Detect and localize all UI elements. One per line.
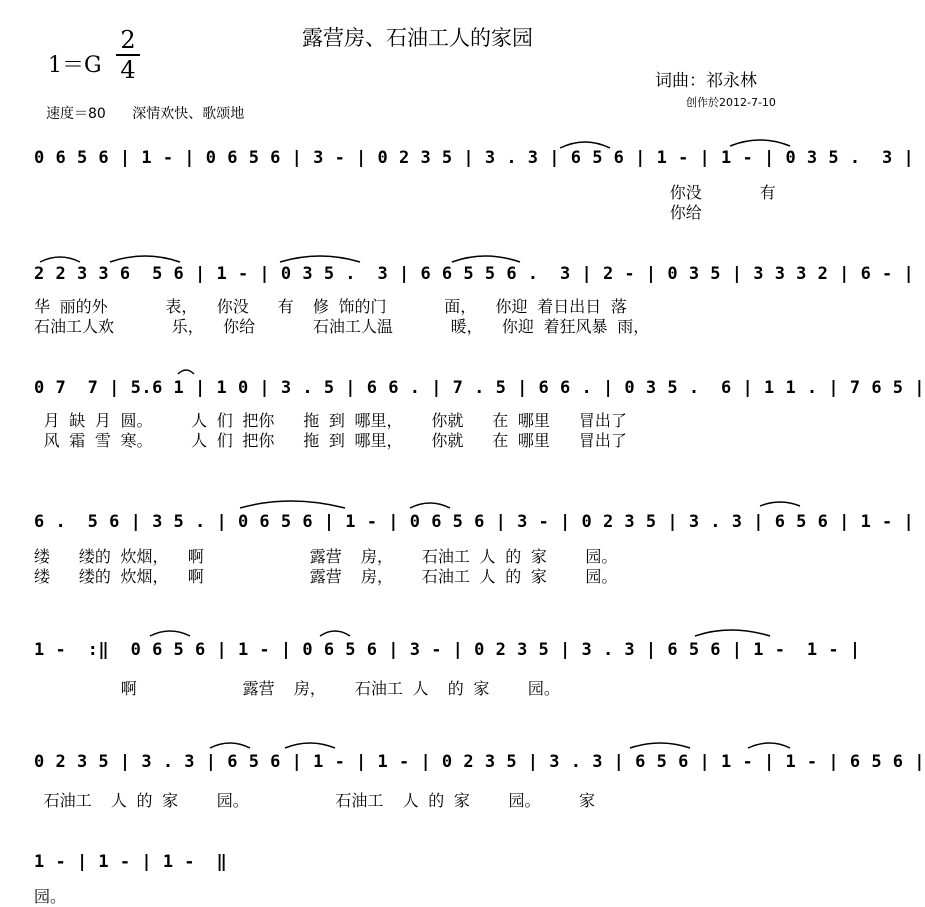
tempo-marking: 速度＝80 — [46, 106, 106, 122]
key-signature: 1＝G — [48, 53, 102, 78]
slur-line2-a — [40, 257, 80, 262]
notation-line-3: 0 7 7 | 5.6 1 | 1 0 | 3 . 5 | 6 6 . | 7 . 5 | 6 6 . | 0 3 5 . 6 | 1 1 . | 7 6 5 | — [34, 378, 925, 398]
notation-line-7: 1 - | 1 - | 1 - ‖ — [34, 852, 228, 872]
slur-line4-c — [760, 502, 800, 506]
slur-line4-a — [240, 501, 345, 508]
notation-line-4: 6 . 5 6 | 3 5 . | 0 6 5 6 | 1 - | 0 6 5 6 | 3 - | 0 2 3 5 | 3 . 3 | 6 5 6 | 1 - | — [34, 512, 915, 532]
lyric-line-2-verse-2: 石油工人欢 乐， 你给 石油工人温 暖， 你迎 着狂风暴 雨， — [34, 317, 650, 336]
tempo-line — [46, 103, 266, 123]
lyric-line-6: 石油工 人 的 家 园。 石油工 人 的 家 园。 家 — [34, 791, 595, 810]
time-denominator: 4 — [120, 56, 136, 84]
notation-line-2: 2 2 3 3 6 5 6 | 1 - | 0 3 5 . 3 | 6 6 5 5 6 . 3 | 2 - | 0 3 5 | 3 3 3 2 | 6 - | — [34, 264, 915, 284]
lyric-line-5: 啊 露营 房， 石油工 人 的 家 园。 — [34, 679, 560, 698]
creation-date: 创作於2012-7-10 — [686, 96, 776, 109]
slur-line5-a — [150, 631, 190, 636]
lyric-line-2-verse-1: 华 丽的外 表， 你没 有 修 饰的门 面， 你迎 着日出日 落 — [34, 297, 627, 316]
lyric-line-1-verse-1: 你没 有 — [34, 183, 776, 202]
song-title: 露营房、石油工人的家园 — [302, 26, 533, 50]
lyric-line-3-verse-2: 风 霜 雪 寒。 人 们 把你 拖 到 哪里， 你就 在 哪里 冒出了 — [34, 431, 627, 450]
notation-line-5: 1 - :‖ 0 6 5 6 | 1 - | 0 6 5 6 | 3 - | 0 2 3 5 | 3 . 3 | 6 5 6 | 1 - 1 - | — [34, 640, 861, 660]
time-signature — [116, 28, 140, 82]
slur-line6-b — [285, 743, 335, 748]
lyric-line-4-verse-2: 缕 缕的 炊烟， 啊 露营 房， 石油工 人 的 家 园。 — [34, 567, 618, 586]
time-numerator: 2 — [120, 26, 136, 54]
notation-line-1: 0 6 5 6 | 1 - | 0 6 5 6 | 3 - | 0 2 3 5 | 3 . 3 | 6 5 6 | 1 - | 1 - | 0 3 5 . 3 | — [34, 148, 915, 168]
expression-marking: 深情欢快、歌颂地 — [132, 106, 245, 122]
lyric-line-1-verse-2: 你给 — [34, 203, 702, 222]
slur-line2-d — [452, 256, 520, 262]
slur-line3-a — [178, 370, 194, 374]
slur-line1-b — [730, 140, 790, 146]
slur-line6-c — [630, 743, 690, 748]
slur-line2-b — [110, 256, 180, 262]
slur-line5-b — [320, 631, 350, 636]
lyric-line-4-verse-1: 缕 缕的 炊烟， 啊 露营 房， 石油工 人 的 家 园。 — [34, 547, 618, 566]
composer-credit: 词曲：祁永林 — [655, 71, 757, 91]
slur-line6-a — [210, 743, 250, 748]
slur-line6-d — [748, 743, 790, 748]
slur-line5-c — [695, 630, 770, 636]
lyric-line-3-verse-1: 月 缺 月 圆。 人 们 把你 拖 到 哪里， 你就 在 哪里 冒出了 — [34, 411, 627, 430]
slur-line4-b — [410, 503, 450, 508]
notation-line-6: 0 2 3 5 | 3 . 3 | 6 5 6 | 1 - | 1 - | 0 2 3 5 | 3 . 3 | 6 5 6 | 1 - | 1 - | 6 5 6 | — [34, 752, 925, 772]
lyric-line-7: 园。 — [34, 887, 67, 906]
slur-line2-c — [280, 256, 360, 262]
